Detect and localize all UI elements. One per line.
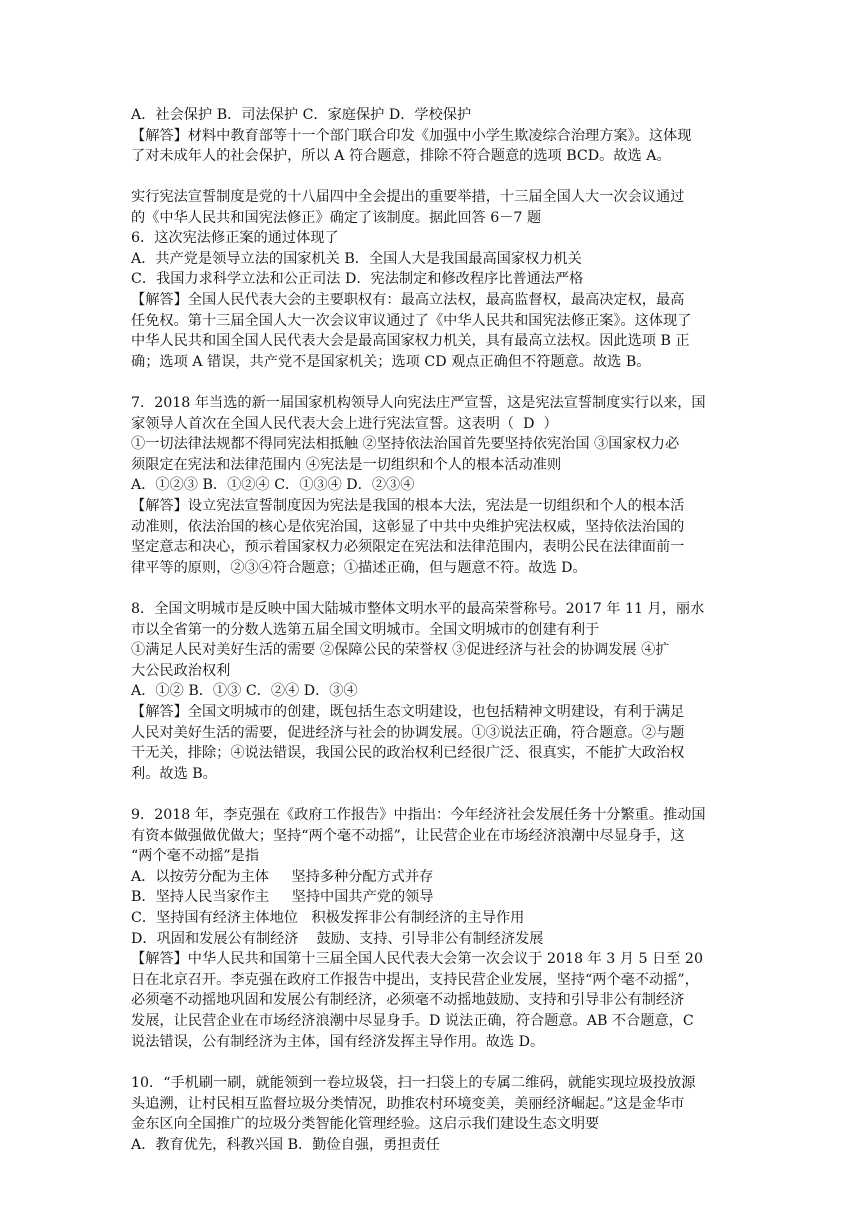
text-line: 8．全国文明城市是反映中国大陆城市整体文明水平的最高荣誉称号。2017 年 11 月，丽水 [131,601,705,617]
text-line: 【解答】全国人民代表大会的主要职权有：最高立法权，最高监督权，最高决定权，最高 [131,291,685,308]
question-block-q10 [131,1073,736,1155]
text-line: 干无关，排除；④说法错误，我国公民的政治权利已经很广泛、很真实，不能扩大政治权 [131,745,685,762]
text-line: 【解答】全国文明城市的创建，既包括生态文明建设，也包括精神文明建设，有利于满足 [131,703,685,720]
question-block-q9 [131,805,736,1052]
text-line: A．以按劳分配为主体 坚持多种分配方式并存 [131,868,434,885]
text-line: 任免权。第十三届全国人大一次会议审议通过了《中华人民共和国宪法修正案》。这体现了 [131,312,692,329]
text-line: A．①②③ B．①②④ C．①③④ D．②③④ [131,477,415,494]
text-line: 的《中华人民共和国宪法修正》确定了该制度。据此回答 6－7 题 [131,209,542,226]
text-line: 7．2018 年当选的新一届国家机构领导人向宪法庄严宣誓，这是宪法宣誓制度实行以来，国 [131,395,706,411]
text-line: ①满足人民对美好生活的需要 ②保障公民的荣誉权 ③促进经济与社会的协调发展 ④扩 [131,642,670,659]
text-line: A．①② B．①③ C．②④ D．③④ [131,683,358,700]
text-line: C．坚持国有经济主体地位 积极发挥非公有制经济的主导作用 [131,909,525,926]
text-line: 10．“手机刷一刷，就能领到一卷垃圾袋，扫一扫袋上的专属二维码，就能实现垃圾投放源 [131,1075,696,1091]
text-line: 人民对美好生活的需要，促进经济与社会的协调发展。①③说法正确，符合题意。②与题 [131,724,685,741]
text-line: A．社会保护 B．司法保护 C．家庭保护 D．学校保护 [131,107,472,123]
text-line: 金东区向全国推广的垃圾分类智能化管理经验。这启示我们建设生态文明要 [131,1116,600,1133]
text-line: 坚定意志和决心，预示着国家权力必须限定在宪法和法律范围内，表明公民在法律面前一 [131,539,685,556]
text-line: 有资本做强做优做大；坚持“两个毫不动摇”，让民营企业在市场经济浪潮中尽显身手，这 [131,827,685,844]
question-block-q8 [131,599,736,784]
question-block-q5-tail [131,105,736,167]
text-line: 利。故选 B。 [131,765,217,782]
text-line: C．我国力求科学立法和公正司法 D．宪法制定和修改程序比普通法严格 [131,271,584,288]
text-line: 6．这次宪法修正案的通过体现了 [131,230,339,247]
text-line: 家领导人首次在全国人民代表大会上进行宪法宣誓。这表明（ D ） [131,415,558,432]
text-line: 中华人民共和国全国人民代表大会是最高国家权力机关，具有最高立法权。因此选项 B 正 [131,333,690,350]
text-line: “两个毫不动摇”是指 [131,848,260,865]
text-line: 【解答】材料中教育部等十一个部门联合印发《加强中小学生欺凌综合治理方案》。这体现 [131,127,692,144]
text-line: 必须毫不动摇地巩固和发展公有制经济，必须毫不动摇地鼓励、支持和引导非公有制经济 [131,992,685,1009]
text-line: 市以全省第一的分数人选第五届全国文明城市。全国文明城市的创建有利于 [131,621,600,638]
text-line: 发展，让民营企业在市场经济浪潮中尽显身手。D 说法正确，符合题意。AB 不合题意，C [131,1012,694,1029]
text-line: 说法错误，公有制经济为主体，国有经济发挥主导作用。故选 D。 [131,1033,545,1050]
text-line: 头追溯，让村民相互监督垃圾分类情况，助推农村环境变美，美丽经济崛起。”这是金华市 [131,1095,685,1112]
text-line: A．教育优先，科教兴国 B．勤俭自强，勇担责任 [131,1136,440,1153]
text-line: ①一切法律法规都不得同宪法相抵触 ②坚持依法治国首先要坚持依宪治国 ③国家权力必 [131,436,680,453]
text-line: A．共产党是领导立法的国家机关 B．全国人大是我国最高国家权力机关 [131,250,582,267]
text-line: 须限定在宪法和法律范围内 ④宪法是一切组织和个人的根本活动准则 [131,456,562,473]
text-line: 【解答】中华人民共和国第十三届全国人民代表大会第一次会议于 2018 年 3 月 5 日至 20 [131,951,703,968]
text-line: D．巩固和发展公有制经济 鼓励、支持、引导非公有制经济发展 [131,930,544,947]
text-line: 大公民政治权利 [131,662,231,679]
text-line: 9．2018 年，李克强在《政府工作报告》中指出：今年经济社会发展任务十分繁重。推动国 [131,807,706,823]
text-line: 动准则，依法治国的核心是依宪治国，这彰显了中共中央维护宪法权威，坚持依法治国的 [131,518,685,535]
text-line: 确；选项 A 错误，共产党不是国家机关；选项 CD 观点正确但不符题意。故选 B。 [131,353,651,370]
text-line: 了对未成年人的社会保护，所以 A 符合题意，排除不符合题意的选项 BCD。故选 A。 [131,148,671,165]
text-line: 律平等的原则，②③④符合题意；①描述正确，但与题意不符。故选 D。 [131,559,587,576]
text-line: 【解答】设立宪法宣誓制度因为宪法是我国的根本大法，宪法是一切组织和个人的根本活 [131,497,685,514]
text-line: 实行宪法宣誓制度是党的十八届四中全会提出的重要举措，十三届全国人大一次会议通过 [131,189,685,205]
text-line: 日在北京召开。李克强在政府工作报告中提出，支持民营企业发展，坚持“两个毫不动摇”， [131,971,699,988]
text-line: B．坚持人民当家作主 坚持中国共产党的领导 [131,889,434,906]
question-block-q6 [131,187,736,372]
question-block-q7 [131,393,736,578]
